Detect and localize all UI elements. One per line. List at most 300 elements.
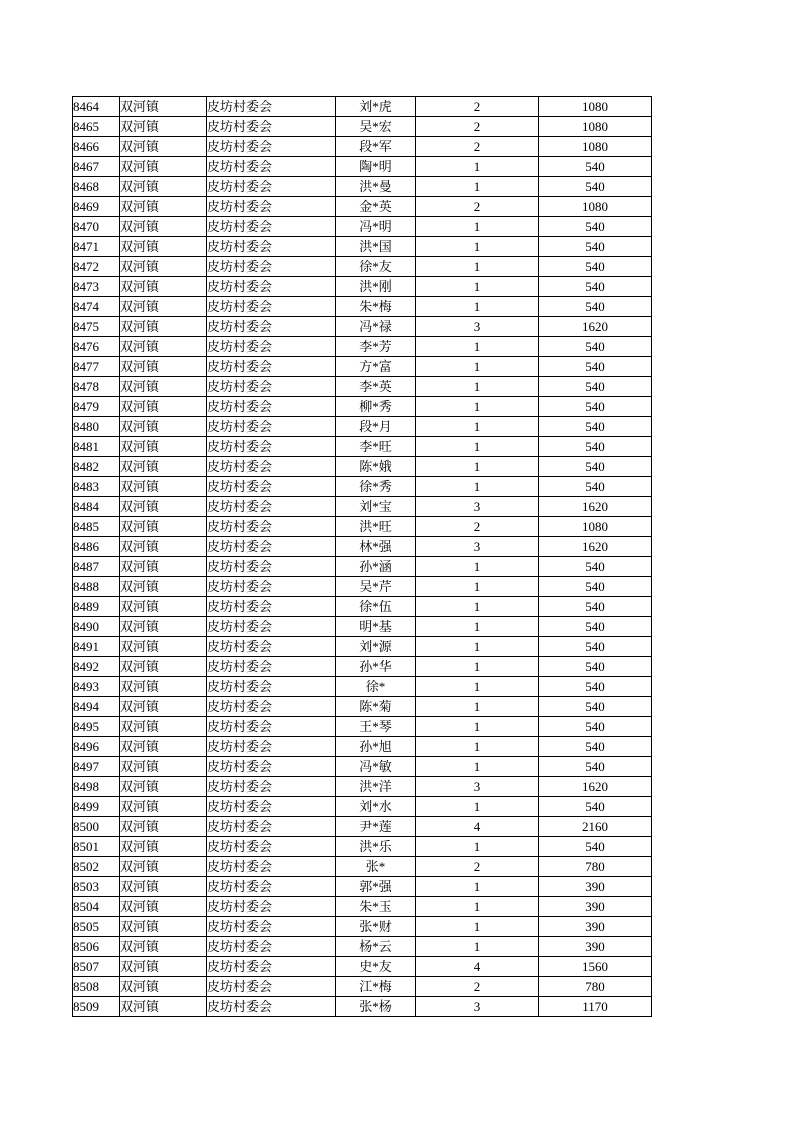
cell-count: 1 bbox=[416, 217, 539, 237]
cell-amount: 390 bbox=[539, 877, 652, 897]
cell-amount: 540 bbox=[539, 337, 652, 357]
cell-village: 皮坊村委会 bbox=[207, 297, 336, 317]
cell-count: 1 bbox=[416, 277, 539, 297]
table-row bbox=[73, 697, 652, 717]
table-row bbox=[73, 617, 652, 637]
cell-count: 3 bbox=[416, 997, 539, 1017]
cell-village: 皮坊村委会 bbox=[207, 817, 336, 837]
cell-name: 冯*禄 bbox=[336, 317, 416, 337]
cell-id: 8500 bbox=[73, 817, 120, 837]
cell-town: 双河镇 bbox=[120, 697, 207, 717]
cell-town: 双河镇 bbox=[120, 237, 207, 257]
table-row bbox=[73, 277, 652, 297]
cell-town: 双河镇 bbox=[120, 397, 207, 417]
cell-name: 徐*伍 bbox=[336, 597, 416, 617]
cell-amount: 540 bbox=[539, 697, 652, 717]
cell-amount: 540 bbox=[539, 477, 652, 497]
cell-name: 孙*涵 bbox=[336, 557, 416, 577]
table-row bbox=[73, 357, 652, 377]
cell-count: 1 bbox=[416, 637, 539, 657]
table-row bbox=[73, 257, 652, 277]
cell-town: 双河镇 bbox=[120, 557, 207, 577]
cell-count: 4 bbox=[416, 957, 539, 977]
cell-count: 1 bbox=[416, 577, 539, 597]
cell-town: 双河镇 bbox=[120, 297, 207, 317]
table-row bbox=[73, 877, 652, 897]
roster-body bbox=[73, 97, 652, 1017]
cell-amount: 540 bbox=[539, 237, 652, 257]
cell-count: 1 bbox=[416, 937, 539, 957]
cell-village: 皮坊村委会 bbox=[207, 717, 336, 737]
cell-amount: 540 bbox=[539, 397, 652, 417]
cell-town: 双河镇 bbox=[120, 677, 207, 697]
table-row bbox=[73, 297, 652, 317]
cell-id: 8467 bbox=[73, 157, 120, 177]
cell-amount: 390 bbox=[539, 937, 652, 957]
cell-name: 陶*明 bbox=[336, 157, 416, 177]
table-row bbox=[73, 217, 652, 237]
cell-name: 段*月 bbox=[336, 417, 416, 437]
cell-village: 皮坊村委会 bbox=[207, 777, 336, 797]
cell-village: 皮坊村委会 bbox=[207, 737, 336, 757]
cell-name: 杨*云 bbox=[336, 937, 416, 957]
cell-town: 双河镇 bbox=[120, 117, 207, 137]
cell-count: 1 bbox=[416, 877, 539, 897]
cell-amount: 390 bbox=[539, 897, 652, 917]
cell-town: 双河镇 bbox=[120, 717, 207, 737]
cell-count: 1 bbox=[416, 837, 539, 857]
cell-village: 皮坊村委会 bbox=[207, 177, 336, 197]
cell-village: 皮坊村委会 bbox=[207, 457, 336, 477]
cell-id: 8479 bbox=[73, 397, 120, 417]
cell-name: 李*芳 bbox=[336, 337, 416, 357]
cell-village: 皮坊村委会 bbox=[207, 657, 336, 677]
cell-count: 1 bbox=[416, 557, 539, 577]
cell-town: 双河镇 bbox=[120, 477, 207, 497]
cell-id: 8483 bbox=[73, 477, 120, 497]
cell-town: 双河镇 bbox=[120, 657, 207, 677]
cell-id: 8474 bbox=[73, 297, 120, 317]
table-row bbox=[73, 117, 652, 137]
cell-amount: 1080 bbox=[539, 517, 652, 537]
cell-village: 皮坊村委会 bbox=[207, 897, 336, 917]
cell-amount: 1620 bbox=[539, 777, 652, 797]
cell-count: 1 bbox=[416, 757, 539, 777]
cell-name: 朱*梅 bbox=[336, 297, 416, 317]
cell-town: 双河镇 bbox=[120, 277, 207, 297]
cell-id: 8486 bbox=[73, 537, 120, 557]
cell-id: 8481 bbox=[73, 437, 120, 457]
cell-village: 皮坊村委会 bbox=[207, 757, 336, 777]
cell-name: 张* bbox=[336, 857, 416, 877]
cell-name: 刘*宝 bbox=[336, 497, 416, 517]
cell-town: 双河镇 bbox=[120, 317, 207, 337]
cell-town: 双河镇 bbox=[120, 157, 207, 177]
cell-name: 洪*乐 bbox=[336, 837, 416, 857]
table-row bbox=[73, 897, 652, 917]
cell-name: 孙*华 bbox=[336, 657, 416, 677]
cell-name: 孙*旭 bbox=[336, 737, 416, 757]
cell-village: 皮坊村委会 bbox=[207, 357, 336, 377]
cell-amount: 540 bbox=[539, 177, 652, 197]
cell-town: 双河镇 bbox=[120, 817, 207, 837]
cell-village: 皮坊村委会 bbox=[207, 597, 336, 617]
cell-id: 8473 bbox=[73, 277, 120, 297]
cell-id: 8497 bbox=[73, 757, 120, 777]
cell-id: 8505 bbox=[73, 917, 120, 937]
cell-name: 冯*敏 bbox=[336, 757, 416, 777]
cell-id: 8498 bbox=[73, 777, 120, 797]
cell-count: 1 bbox=[416, 477, 539, 497]
cell-town: 双河镇 bbox=[120, 837, 207, 857]
cell-count: 3 bbox=[416, 497, 539, 517]
table-row bbox=[73, 437, 652, 457]
cell-name: 洪*曼 bbox=[336, 177, 416, 197]
cell-count: 2 bbox=[416, 857, 539, 877]
cell-name: 金*英 bbox=[336, 197, 416, 217]
cell-id: 8499 bbox=[73, 797, 120, 817]
cell-amount: 540 bbox=[539, 357, 652, 377]
cell-amount: 1620 bbox=[539, 537, 652, 557]
cell-count: 1 bbox=[416, 377, 539, 397]
cell-village: 皮坊村委会 bbox=[207, 217, 336, 237]
table-row bbox=[73, 797, 652, 817]
cell-village: 皮坊村委会 bbox=[207, 917, 336, 937]
cell-town: 双河镇 bbox=[120, 457, 207, 477]
cell-count: 1 bbox=[416, 737, 539, 757]
cell-id: 8488 bbox=[73, 577, 120, 597]
cell-town: 双河镇 bbox=[120, 957, 207, 977]
cell-village: 皮坊村委会 bbox=[207, 577, 336, 597]
table-row bbox=[73, 337, 652, 357]
cell-town: 双河镇 bbox=[120, 597, 207, 617]
cell-village: 皮坊村委会 bbox=[207, 977, 336, 997]
cell-id: 8507 bbox=[73, 957, 120, 977]
cell-id: 8465 bbox=[73, 117, 120, 137]
cell-name: 洪*旺 bbox=[336, 517, 416, 537]
cell-id: 8491 bbox=[73, 637, 120, 657]
table-row bbox=[73, 397, 652, 417]
cell-amount: 1560 bbox=[539, 957, 652, 977]
cell-count: 1 bbox=[416, 697, 539, 717]
cell-village: 皮坊村委会 bbox=[207, 197, 336, 217]
cell-id: 8495 bbox=[73, 717, 120, 737]
cell-amount: 1620 bbox=[539, 317, 652, 337]
cell-id: 8468 bbox=[73, 177, 120, 197]
table-row bbox=[73, 157, 652, 177]
cell-name: 洪*洋 bbox=[336, 777, 416, 797]
cell-count: 2 bbox=[416, 97, 539, 117]
cell-amount: 540 bbox=[539, 677, 652, 697]
cell-village: 皮坊村委会 bbox=[207, 677, 336, 697]
table-row bbox=[73, 537, 652, 557]
cell-name: 刘*虎 bbox=[336, 97, 416, 117]
table-row bbox=[73, 137, 652, 157]
table-row bbox=[73, 837, 652, 857]
cell-amount: 540 bbox=[539, 617, 652, 637]
cell-town: 双河镇 bbox=[120, 97, 207, 117]
cell-id: 8466 bbox=[73, 137, 120, 157]
cell-amount: 540 bbox=[539, 297, 652, 317]
cell-village: 皮坊村委会 bbox=[207, 877, 336, 897]
cell-amount: 390 bbox=[539, 917, 652, 937]
cell-town: 双河镇 bbox=[120, 637, 207, 657]
table-row bbox=[73, 517, 652, 537]
cell-count: 1 bbox=[416, 397, 539, 417]
table-row bbox=[73, 197, 652, 217]
cell-count: 2 bbox=[416, 197, 539, 217]
cell-village: 皮坊村委会 bbox=[207, 857, 336, 877]
cell-count: 1 bbox=[416, 897, 539, 917]
table-row bbox=[73, 497, 652, 517]
cell-count: 1 bbox=[416, 157, 539, 177]
table-row bbox=[73, 457, 652, 477]
cell-amount: 540 bbox=[539, 737, 652, 757]
cell-town: 双河镇 bbox=[120, 937, 207, 957]
cell-village: 皮坊村委会 bbox=[207, 377, 336, 397]
cell-village: 皮坊村委会 bbox=[207, 517, 336, 537]
table-row bbox=[73, 777, 652, 797]
cell-name: 徐* bbox=[336, 677, 416, 697]
cell-village: 皮坊村委会 bbox=[207, 537, 336, 557]
table-row bbox=[73, 577, 652, 597]
cell-id: 8477 bbox=[73, 357, 120, 377]
table-row bbox=[73, 737, 652, 757]
cell-id: 8502 bbox=[73, 857, 120, 877]
cell-village: 皮坊村委会 bbox=[207, 157, 336, 177]
cell-id: 8480 bbox=[73, 417, 120, 437]
table-row bbox=[73, 417, 652, 437]
cell-count: 1 bbox=[416, 917, 539, 937]
cell-name: 刘*源 bbox=[336, 637, 416, 657]
cell-town: 双河镇 bbox=[120, 997, 207, 1017]
cell-village: 皮坊村委会 bbox=[207, 697, 336, 717]
cell-id: 8464 bbox=[73, 97, 120, 117]
cell-village: 皮坊村委会 bbox=[207, 837, 336, 857]
cell-id: 8492 bbox=[73, 657, 120, 677]
cell-village: 皮坊村委会 bbox=[207, 277, 336, 297]
cell-count: 1 bbox=[416, 657, 539, 677]
cell-count: 2 bbox=[416, 977, 539, 997]
table-row bbox=[73, 177, 652, 197]
cell-id: 8504 bbox=[73, 897, 120, 917]
cell-amount: 1170 bbox=[539, 997, 652, 1017]
cell-id: 8490 bbox=[73, 617, 120, 637]
cell-count: 1 bbox=[416, 437, 539, 457]
cell-count: 1 bbox=[416, 717, 539, 737]
table-row bbox=[73, 997, 652, 1017]
cell-count: 1 bbox=[416, 677, 539, 697]
cell-count: 3 bbox=[416, 537, 539, 557]
cell-town: 双河镇 bbox=[120, 197, 207, 217]
cell-id: 8489 bbox=[73, 597, 120, 617]
table-row bbox=[73, 97, 652, 117]
cell-amount: 540 bbox=[539, 597, 652, 617]
cell-town: 双河镇 bbox=[120, 777, 207, 797]
cell-id: 8493 bbox=[73, 677, 120, 697]
table-row bbox=[73, 957, 652, 977]
cell-id: 8487 bbox=[73, 557, 120, 577]
cell-town: 双河镇 bbox=[120, 437, 207, 457]
cell-name: 冯*明 bbox=[336, 217, 416, 237]
table-row bbox=[73, 677, 652, 697]
cell-village: 皮坊村委会 bbox=[207, 337, 336, 357]
cell-amount: 540 bbox=[539, 457, 652, 477]
cell-amount: 540 bbox=[539, 797, 652, 817]
cell-id: 8484 bbox=[73, 497, 120, 517]
cell-count: 4 bbox=[416, 817, 539, 837]
cell-amount: 540 bbox=[539, 577, 652, 597]
table-row bbox=[73, 557, 652, 577]
cell-town: 双河镇 bbox=[120, 217, 207, 237]
cell-name: 江*梅 bbox=[336, 977, 416, 997]
cell-id: 8506 bbox=[73, 937, 120, 957]
cell-town: 双河镇 bbox=[120, 577, 207, 597]
cell-village: 皮坊村委会 bbox=[207, 437, 336, 457]
cell-id: 8482 bbox=[73, 457, 120, 477]
cell-name: 徐*秀 bbox=[336, 477, 416, 497]
cell-count: 1 bbox=[416, 457, 539, 477]
cell-village: 皮坊村委会 bbox=[207, 137, 336, 157]
cell-name: 张*财 bbox=[336, 917, 416, 937]
cell-id: 8469 bbox=[73, 197, 120, 217]
cell-name: 史*友 bbox=[336, 957, 416, 977]
cell-amount: 540 bbox=[539, 557, 652, 577]
cell-name: 段*军 bbox=[336, 137, 416, 157]
cell-id: 8496 bbox=[73, 737, 120, 757]
cell-town: 双河镇 bbox=[120, 137, 207, 157]
cell-town: 双河镇 bbox=[120, 517, 207, 537]
cell-name: 王*琴 bbox=[336, 717, 416, 737]
table-row bbox=[73, 937, 652, 957]
cell-town: 双河镇 bbox=[120, 857, 207, 877]
cell-id: 8478 bbox=[73, 377, 120, 397]
cell-name: 朱*玉 bbox=[336, 897, 416, 917]
cell-name: 尹*莲 bbox=[336, 817, 416, 837]
cell-name: 林*强 bbox=[336, 537, 416, 557]
cell-village: 皮坊村委会 bbox=[207, 797, 336, 817]
cell-town: 双河镇 bbox=[120, 797, 207, 817]
cell-id: 8494 bbox=[73, 697, 120, 717]
cell-name: 洪*国 bbox=[336, 237, 416, 257]
cell-village: 皮坊村委会 bbox=[207, 397, 336, 417]
cell-town: 双河镇 bbox=[120, 977, 207, 997]
cell-amount: 540 bbox=[539, 257, 652, 277]
table-row bbox=[73, 917, 652, 937]
cell-town: 双河镇 bbox=[120, 877, 207, 897]
cell-amount: 540 bbox=[539, 837, 652, 857]
cell-name: 吴*宏 bbox=[336, 117, 416, 137]
cell-count: 3 bbox=[416, 777, 539, 797]
cell-id: 8503 bbox=[73, 877, 120, 897]
cell-count: 1 bbox=[416, 357, 539, 377]
cell-count: 1 bbox=[416, 337, 539, 357]
cell-town: 双河镇 bbox=[120, 497, 207, 517]
table-row bbox=[73, 477, 652, 497]
cell-village: 皮坊村委会 bbox=[207, 237, 336, 257]
cell-amount: 1080 bbox=[539, 117, 652, 137]
cell-village: 皮坊村委会 bbox=[207, 997, 336, 1017]
cell-town: 双河镇 bbox=[120, 377, 207, 397]
cell-amount: 1080 bbox=[539, 137, 652, 157]
table-row bbox=[73, 637, 652, 657]
cell-id: 8472 bbox=[73, 257, 120, 277]
cell-amount: 1080 bbox=[539, 197, 652, 217]
cell-name: 李*英 bbox=[336, 377, 416, 397]
cell-name: 洪*刚 bbox=[336, 277, 416, 297]
cell-id: 8508 bbox=[73, 977, 120, 997]
cell-town: 双河镇 bbox=[120, 737, 207, 757]
table-row bbox=[73, 717, 652, 737]
cell-count: 1 bbox=[416, 617, 539, 637]
cell-town: 双河镇 bbox=[120, 617, 207, 637]
cell-count: 2 bbox=[416, 137, 539, 157]
cell-name: 陈*菊 bbox=[336, 697, 416, 717]
cell-amount: 540 bbox=[539, 637, 652, 657]
cell-id: 8509 bbox=[73, 997, 120, 1017]
cell-village: 皮坊村委会 bbox=[207, 497, 336, 517]
cell-name: 李*旺 bbox=[336, 437, 416, 457]
cell-id: 8476 bbox=[73, 337, 120, 357]
cell-amount: 540 bbox=[539, 437, 652, 457]
table-row bbox=[73, 657, 652, 677]
cell-name: 方*富 bbox=[336, 357, 416, 377]
cell-town: 双河镇 bbox=[120, 257, 207, 277]
cell-amount: 1620 bbox=[539, 497, 652, 517]
cell-id: 8485 bbox=[73, 517, 120, 537]
cell-village: 皮坊村委会 bbox=[207, 417, 336, 437]
cell-town: 双河镇 bbox=[120, 757, 207, 777]
cell-name: 张*杨 bbox=[336, 997, 416, 1017]
cell-amount: 2160 bbox=[539, 817, 652, 837]
cell-count: 1 bbox=[416, 797, 539, 817]
cell-count: 3 bbox=[416, 317, 539, 337]
cell-count: 1 bbox=[416, 297, 539, 317]
cell-amount: 540 bbox=[539, 717, 652, 737]
cell-village: 皮坊村委会 bbox=[207, 637, 336, 657]
cell-count: 1 bbox=[416, 597, 539, 617]
cell-id: 8471 bbox=[73, 237, 120, 257]
cell-amount: 540 bbox=[539, 657, 652, 677]
cell-name: 郭*强 bbox=[336, 877, 416, 897]
cell-name: 徐*友 bbox=[336, 257, 416, 277]
cell-village: 皮坊村委会 bbox=[207, 117, 336, 137]
cell-village: 皮坊村委会 bbox=[207, 557, 336, 577]
cell-town: 双河镇 bbox=[120, 897, 207, 917]
table-row bbox=[73, 757, 652, 777]
cell-count: 1 bbox=[416, 417, 539, 437]
cell-amount: 540 bbox=[539, 377, 652, 397]
cell-amount: 780 bbox=[539, 977, 652, 997]
cell-amount: 540 bbox=[539, 757, 652, 777]
cell-town: 双河镇 bbox=[120, 357, 207, 377]
cell-village: 皮坊村委会 bbox=[207, 957, 336, 977]
table-row bbox=[73, 597, 652, 617]
cell-count: 2 bbox=[416, 117, 539, 137]
cell-name: 柳*秀 bbox=[336, 397, 416, 417]
cell-name: 陈*娥 bbox=[336, 457, 416, 477]
cell-amount: 780 bbox=[539, 857, 652, 877]
cell-village: 皮坊村委会 bbox=[207, 937, 336, 957]
table-row bbox=[73, 857, 652, 877]
cell-village: 皮坊村委会 bbox=[207, 257, 336, 277]
roster-table bbox=[72, 96, 652, 1017]
cell-count: 2 bbox=[416, 517, 539, 537]
table-row bbox=[73, 977, 652, 997]
table-row bbox=[73, 237, 652, 257]
cell-count: 1 bbox=[416, 177, 539, 197]
cell-village: 皮坊村委会 bbox=[207, 97, 336, 117]
